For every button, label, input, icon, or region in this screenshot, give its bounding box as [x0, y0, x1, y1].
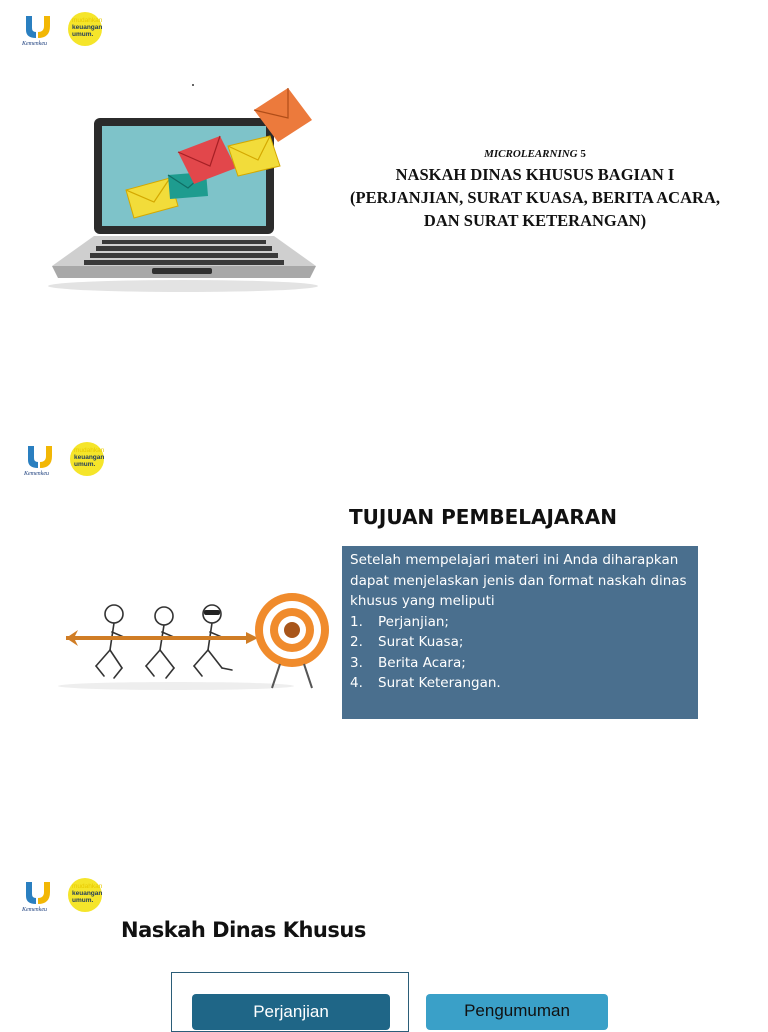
badge-line-2: keuangan [72, 890, 103, 897]
pengumuman-button[interactable]: Pengumuman [426, 994, 608, 1030]
header-logos [22, 12, 102, 50]
objectives-list-item: 4. Surat Keterangan. [350, 675, 501, 691]
badge-line-1: mudahkan [72, 17, 103, 24]
badge-line-3: umum. [72, 31, 94, 38]
badge-line-2: keuangan [72, 24, 103, 31]
header-logos [24, 442, 104, 480]
keuangan-umum-badge [68, 12, 102, 46]
slide-3-heading: Naskah Dinas Khusus [121, 918, 366, 942]
slide-1-title-block [345, 148, 725, 232]
objectives-list-item: 3. Berita Acara; [350, 654, 466, 671]
team-target-illustration [56, 588, 336, 694]
laptop-email-illustration [48, 80, 320, 295]
slide-1-title: NASKAH DINAS KHUSUS BAGIAN I (PERJANJIAN, SURAT KUASA, BERITA ACARA, DAN SURAT KETERANGAN) [350, 165, 720, 230]
learning-objectives-box [342, 546, 698, 719]
keuangan-umum-badge [68, 878, 102, 912]
badge-line-2: keuangan [74, 454, 105, 461]
kemenkeu-wordmark: Kemenkeu [22, 41, 47, 47]
kemenkeu-wordmark: Kemenkeu [22, 907, 47, 913]
objectives-list-item: 1. Perjanjian; [350, 613, 449, 630]
badge-line-3: umum. [74, 461, 96, 468]
objectives-list-item: 2. Surat Kuasa; [350, 634, 464, 650]
kemenkeu-logo [22, 12, 56, 50]
badge-line-1: mudahkan [72, 883, 103, 890]
kemenkeu-wordmark: Kemenkeu [24, 471, 49, 477]
badge-line-3: umum. [72, 897, 94, 904]
slide-1 [0, 0, 768, 330]
kemenkeu-logo [24, 442, 58, 480]
keuangan-umum-badge [70, 442, 104, 476]
objectives-intro: Setelah mempelajari materi ini Anda diharapkan dapat menjelaskan jenis dan format naskah dinas khusus yang meliputi [350, 552, 687, 609]
learning-objectives-heading: TUJUAN PEMBELAJARAN [349, 505, 618, 529]
microlearning-label: MICROLEARNING 5 [484, 148, 586, 160]
badge-line-1: mudahkan [74, 447, 105, 454]
kemenkeu-logo [22, 878, 56, 916]
objectives-list [350, 612, 690, 694]
perjanjian-button[interactable]: Perjanjian [192, 994, 390, 1030]
header-logos [22, 878, 102, 916]
